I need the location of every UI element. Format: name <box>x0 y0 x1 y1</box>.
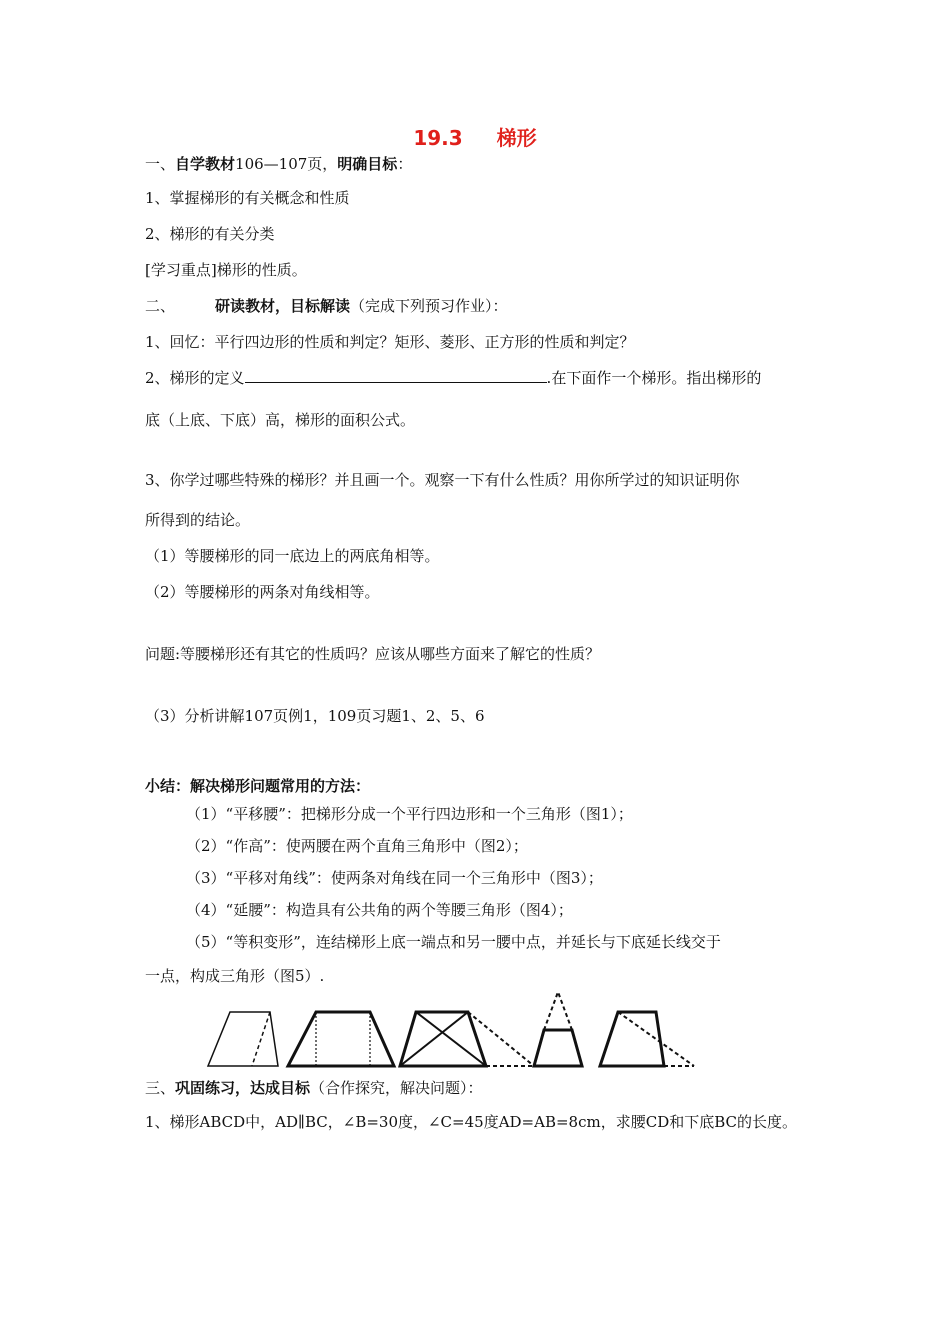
answer-blank[interactable] <box>245 368 547 383</box>
property-1: （1）等腰梯形的同一底边上的两底角相等。 <box>145 547 440 565</box>
title-text: 梯形 <box>496 126 537 150</box>
section-number: 19.3 <box>413 126 463 150</box>
section-one-heading: 一、自学教材106—107页，明确目标： <box>145 155 413 173</box>
method-3: （3）“平移对角线”：使两条对角线在同一个三角形中（图3）； <box>186 869 603 887</box>
figure-4 <box>534 992 582 1066</box>
method-4: （4）“延腰”：构造具有公共角的两个等腰三角形（图4）； <box>186 901 573 919</box>
learning-focus: [学习重点]梯形的性质。 <box>145 261 307 279</box>
figure-2 <box>288 1012 394 1066</box>
figure-3 <box>400 1012 534 1066</box>
property-2: （2）等腰梯形的两条对角线相等。 <box>145 583 380 601</box>
open-question: 问题:等腰梯形还有其它的性质吗？应该从哪些方面来了解它的性质？ <box>145 645 601 663</box>
question-2: 2、梯形的定义 .在下面作一个梯形。指出梯形的 <box>145 369 762 387</box>
summary-heading: 小结：解决梯形问题常用的方法： <box>145 777 371 795</box>
goal-1: 1、掌握梯形的有关概念和性质 <box>145 189 350 207</box>
method-2: （2）“作高”：使两腰在两个直角三角形中（图2）； <box>186 837 528 855</box>
figure-1 <box>208 1012 278 1066</box>
method-5-cont: 一点，构成三角形（图5）. <box>145 967 325 985</box>
figure-5 <box>600 1012 694 1066</box>
question-3-cont: 所得到的结论。 <box>145 511 251 529</box>
goal-2: 2、梯形的有关分类 <box>145 225 275 243</box>
method-5: （5）“等积变形”，连结梯形上底一端点和另一腰中点，并延长与下底延长线交于 <box>186 933 721 951</box>
question-2-cont: 底（上底、下底）高，梯形的面积公式。 <box>145 411 416 429</box>
example-reference: （3）分析讲解107页例1，109页习题1、2、5、6 <box>145 707 485 725</box>
method-1: （1）“平移腰”：把梯形分成一个平行四边形和一个三角形（图1）； <box>186 805 633 823</box>
page-title <box>0 126 950 150</box>
section-three-heading: 三、巩固练习，达成目标（合作探究，解决问题）： <box>145 1079 483 1097</box>
trapezoid-figures <box>200 990 700 1072</box>
question-3: 3、你学过哪些特殊的梯形？并且画一个。观察一下有什么性质？用你所学过的知识证明你 <box>145 471 740 489</box>
section-two-heading: 二、 研读教材，目标解读（完成下列预习作业）： <box>145 297 508 315</box>
exercise-1: 1、梯形ABCD中，AD∥BC，∠B=30度，∠C=45度AD=AB=8cm，求腰CD和下底BC的长度。 <box>145 1113 797 1131</box>
question-1: 1、回忆：平行四边形的性质和判定？矩形、菱形、正方形的性质和判定？ <box>145 333 635 351</box>
